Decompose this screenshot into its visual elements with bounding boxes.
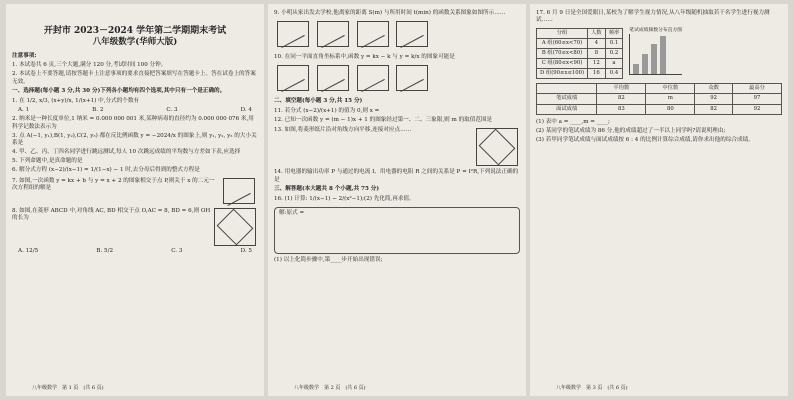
sub-question: (3) 若甲同学笔试成绩与面试成绩按 6 : 4 的比例计算综合成绩,请你求出他的综合成绩。 [536, 136, 754, 143]
histogram-bars [629, 34, 682, 75]
option: D. 4 [240, 107, 252, 113]
table-cell: 97 [732, 94, 781, 104]
fill-in-line: (1) 以上化简步骤中,第____步开始出现错误; [274, 257, 383, 264]
question: 6. 解分式方程 (x−2)/(x−1) = 1/(1−x) − 1 时,去分母后得到的整式方程是 [12, 167, 200, 174]
table-header: 频率 [605, 28, 623, 38]
table-cell: 笔试成绩 [537, 94, 597, 104]
graph-option-d [396, 65, 428, 91]
solution-label: 解:原式 = [279, 209, 305, 216]
option: B. 5/2 [96, 248, 114, 255]
option: D. 5 [240, 248, 252, 255]
question: 7. 如图,一次函数 y = kx + b 与 y = x + 2 的图象相交于点 P,则关于 x 的二元一次方程组的解是 [12, 177, 215, 192]
question: 4. 甲、乙、丙、丁四名同学进行跳远测试,每人 10 次跳远成绩的平均数与方差如下表,应选择 [12, 149, 241, 156]
graph-options [274, 19, 520, 53]
table-row [537, 48, 623, 58]
table-cell: 0.1 [605, 38, 623, 48]
notes-heading: 注意事项: [12, 52, 37, 59]
table-header: 中位数 [646, 84, 695, 94]
table-cell: D 组(90≤x≤100) [537, 69, 588, 79]
question: 3. 点 A(−1, y₁),B(1, y₂),C(2, y₃) 都在反比例函数 y = −2024/x 的图象上,则 y₁, y₂, y₃ 的大小关系是 [12, 132, 257, 147]
question: 10. 在同一平面直角坐标系中,函数 y = kx − k 与 y = k/x 的图象可能是 [274, 53, 455, 60]
footer-text: 八年级数学 第 2 页 (共 6 页) [294, 385, 366, 392]
graph-option-a [277, 65, 309, 91]
frequency-table [536, 28, 623, 80]
note-item: 1. 本试卷共 6 页,三个大题,满分 120 分,考试时间 100 分钟。 [12, 62, 167, 69]
section-heading: 一、选择题(每小题 3 分,共 30 分)下列各小题均有四个选项,其中只有一个是正确的。 [12, 88, 226, 95]
histogram-bar [642, 54, 648, 74]
histogram-bar [651, 44, 657, 74]
solution-box [274, 207, 520, 255]
table-row [537, 59, 623, 69]
table-cell: m [646, 94, 695, 104]
histogram-bar [633, 64, 639, 74]
table-cell: a [605, 59, 623, 69]
sub-question: (2) 某同学的笔试成绩为 86 分,他的成绩超过了一半以上同学吗?请说明理由; [536, 127, 726, 134]
exam-page-1 [6, 4, 264, 396]
table-cell: B 组(70≤x<80) [537, 48, 588, 58]
line-graph-figure [223, 178, 255, 204]
table-cell: 83 [597, 104, 646, 114]
table-header: 平均数 [597, 84, 646, 94]
chart-caption: 笔试成绩频数分布直方图 [629, 27, 683, 33]
table-cell: C 组(80≤x<90) [537, 59, 588, 69]
table-cell: 0.2 [605, 48, 623, 58]
option: C. 3 [166, 107, 178, 113]
question: 5. 下列命题中,是真命题的是 [12, 158, 83, 165]
question-with-figure [12, 176, 258, 206]
graph-option-b [317, 65, 349, 91]
exam-subtitle: 八年级数学(华师大版) [92, 37, 178, 48]
sub-question: (1) 表中 a = ____,m = ____; [536, 118, 610, 125]
option: A. 12/5 [18, 248, 39, 255]
table-and-chart [536, 28, 782, 80]
section-heading: 三、解答题(本大题共 8 个小题,共 75 分) [274, 186, 380, 193]
page-footer [6, 385, 264, 392]
table-cell: 4 [588, 38, 606, 48]
table-row [537, 69, 623, 79]
question: 9. 小明从家出发去学校,他离家的距离 S(m) 与所用时间 t(min) 的函数关系图象如图所示…… [274, 9, 506, 16]
option: A. 1 [18, 107, 30, 113]
page-footer [268, 385, 526, 392]
graph-option-c [357, 65, 389, 91]
table-cell: 8 [588, 48, 606, 58]
graph-option-d [396, 21, 428, 47]
graph-option-b [317, 21, 349, 47]
exam-page-2 [268, 4, 526, 396]
graph-options [274, 63, 520, 97]
question: 8. 如图,在菱形 ABCD 中,对角线 AC, BD 相交于点 O,AC = 8, BD = 6,则 OH 的长为 [12, 207, 211, 222]
question: 13. 如图,将菱形纸片沿对角线方向平移,连接对应点…… [274, 127, 412, 134]
graph-option-a [277, 21, 309, 47]
stats-table [536, 83, 782, 114]
table-cell: 92 [695, 94, 733, 104]
exam-page-3 [530, 4, 788, 396]
graph-option-c [357, 21, 389, 47]
table-cell: 面试成绩 [537, 104, 597, 114]
rhombus-figure [214, 208, 256, 246]
table-cell: 16 [588, 69, 606, 79]
footer-text: 八年级数学 第 1 页 (共 6 页) [32, 385, 104, 392]
options-row [12, 248, 258, 256]
question: 17. 6 月 9 日是全国爱眼日,某校为了解学生视力情况,从八年级随机抽取若干名学生进行视力测试…… [536, 9, 770, 24]
table-header: 最高分 [732, 84, 781, 94]
option: C. 3 [171, 248, 183, 255]
table-row [537, 104, 782, 114]
rhombus-chain-figure [476, 128, 518, 166]
note-item: 2. 本试卷上不要答题,请按答题卡上注意事项的要求直接把答案填写在答题卡上。答在试卷上的答案无效。 [12, 71, 256, 85]
exam-title: 开封市 2023－2024 学年第二学期期末考试 [43, 26, 227, 36]
footer-text: 八年级数学 第 3 页 (共 6 页) [556, 385, 628, 392]
options-row [12, 107, 258, 115]
question: 14. 用电器的输出功率 P 与通过的电流 I、用电器的电阻 R 之间的关系是 P = I²R,下列说法正确的是 [274, 169, 519, 183]
table-header [537, 84, 597, 94]
table-row [537, 94, 782, 104]
table-cell: 82 [597, 94, 646, 104]
table-header: 人数 [588, 28, 606, 38]
table-cell: 80 [646, 104, 695, 114]
question: 2. 纳米是一种长度单位,1 纳米 = 0.000 000 001 米,某种病毒的直径约为 0.000 000 076 米,用科学记数法表示为 [12, 116, 254, 130]
question: 16. (1) 计算: 1/(x−1) − 2/(x²−1);(2) 先化简,再求值。 [274, 195, 415, 202]
question: 1. 在 1/2, x/3, (x+y)/x, 1/(x+1) 中,分式的个数有 [12, 97, 140, 104]
section-heading: 二、填空题(每小题 3 分,共 15 分) [274, 98, 363, 105]
table-cell: 92 [732, 104, 781, 114]
page-footer [530, 385, 788, 392]
question: 12. 已知一次函数 y = (m − 1)x + 1 的图象经过第一、二、三象限,则 m 的取值范围是 [274, 116, 493, 123]
table-cell: 12 [588, 59, 606, 69]
table-cell: A 组(60≤x<70) [537, 38, 588, 48]
question-with-figure [12, 206, 258, 248]
table-cell: 82 [695, 104, 733, 114]
histogram-figure [629, 28, 682, 75]
question: 11. 若分式 (x−2)/(x+1) 的值为 0,则 x = [274, 107, 380, 114]
option: B. 2 [92, 107, 104, 113]
histogram-bar [660, 36, 666, 74]
question-with-figure [274, 126, 520, 168]
table-header: 众数 [695, 84, 733, 94]
table-row [537, 38, 623, 48]
table-cell: 0.4 [605, 69, 623, 79]
table-header: 分组 [537, 28, 588, 38]
